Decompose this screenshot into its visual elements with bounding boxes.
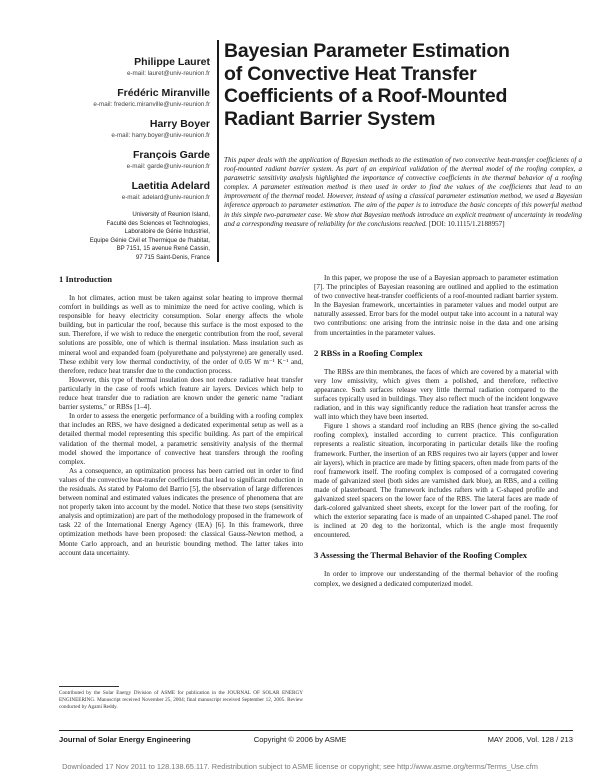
paper-title bbox=[224, 40, 584, 130]
paragraph: However, this type of thermal insulation does not reduce radiative heat transfer particularly in the case of roofs which feature air layers. Devices which help to reduce heat transfer due to radiation are known under the generic name "radiant barrier systems," or RBSs [1–4]. bbox=[59, 375, 303, 412]
paragraph: As a consequence, an optimization process has been carried out in order to find values of the convective heat-transfer coefficients that lead to significant reduction in the residuals. As stated by Palomo del Barrio [5], the observation of large differences between nominal and estimated values indicates the presence of phenomena that are not properly taken into account by the model. Notice that these two steps (sensitivity analysis and optimization) are part of the methodology proposed in the framework of task 22 of the International Energy Agency (IEA) [6]. In this framework, three optimization methods have been proposed: the classical Gauss-Newton method, a Monte Carlo approach, and an heuristic bounding method. The latter takes into account data uncertainty. bbox=[59, 466, 303, 557]
author-name: Laetitia Adelard bbox=[131, 180, 210, 192]
title-divider bbox=[217, 40, 219, 262]
journal-name: Journal of Solar Energy Engineering bbox=[59, 735, 191, 744]
affiliation-line: 97 715 Saint-Denis, France bbox=[135, 253, 210, 261]
section-heading: 2 RBSs in a Roofing Complex bbox=[314, 347, 423, 358]
author-entry bbox=[20, 118, 210, 140]
left-column bbox=[59, 274, 303, 558]
author-name: Harry Boyer bbox=[149, 118, 210, 130]
affiliation-line: University of Reunion Island, bbox=[132, 211, 210, 218]
doi[interactable]: [DOI: 10.1115/1.2188957] bbox=[428, 219, 505, 228]
abstract-text: This paper deals with the application of Bayesian methods to the estimation of two convective heat-transfer coefficients of a roof-mounted radiant barrier system. As part of an empirical validation of the thermal model of the roofing complex, a parametric sensitivity analysis highlighted the importance of convective coefficients in the thermal behavior of a roofing complex. A parameter estimation method is then used in order to find the values of the coefficients that lead to an improvement of the thermal model. However, instead of using a classical parameter estimation method, we used a Bayesian inference approach to parameter estimation. The aim of the paper is to introduce the basic concepts of this powerful method in this simple two-parameter case. We show that Bayesian methods introduce an explicit treatment of uncertainty in modeling and a corresponding measure of reliability for the conclusions reached. bbox=[224, 156, 582, 228]
paragraph: In this paper, we propose the use of a Bayesian approach to parameter estimation [7]. The principles of Bayesian reasoning are outlined and applied to the estimation of two convective heat-transfer coefficients of a roof-mounted radiant barrier system. In the Bayesian framework, uncertainties in parameter values and model output are naturally assessed. Error bars for the model output take into account in a natural way two contributions: one arising from the intrinsic noise in the data and one arising from uncertainties in the parameter values. bbox=[314, 274, 558, 337]
copyright: Copyright © 2006 by ASME bbox=[253, 735, 347, 744]
section-heading: 1 Introduction bbox=[59, 274, 113, 284]
author-email[interactable]: e-mail: garde@univ-reunion.fr bbox=[126, 163, 210, 170]
footnote: Contributed by the Solar Energy Division of ASME for publication in the JOURNAL OF SOLAR ENERGY ENGINEERING. Manuscript received November 25, 2004; final manuscript received September 12, 2005. Review conducted by Agami Reddy. bbox=[59, 690, 303, 710]
title-line: of Convective Heat Transfer bbox=[224, 62, 477, 85]
author-name: François Garde bbox=[132, 149, 210, 161]
author-email[interactable]: e-mail: lauret@univ-reunion.fr bbox=[126, 70, 210, 77]
right-column bbox=[314, 274, 558, 589]
title-line: Radiant Barrier System bbox=[224, 107, 436, 130]
author-email[interactable]: e-mail: adelard@univ-reunion.fr bbox=[121, 194, 210, 201]
section-heading: 3 Assessing the Thermal Behavior of the Roofing Complex bbox=[314, 550, 528, 561]
affiliation-line: Laboratoire de Génie Industriel, bbox=[124, 228, 210, 236]
paragraph: In order to assess the energetic performance of a building with a roofing complex that includes an RBS, we have designed a dedicated experimental setup as well as a detailed thermal model representing this specific building. As part of the empirical validation of the thermal model, a parametric sensitivity analysis of the thermal model showed the importance of convective heat transfers through the roofing complex. bbox=[59, 412, 303, 466]
title-line: Coefficients of a Roof-Mounted bbox=[224, 85, 508, 107]
author-name: Frédéric Miranville bbox=[117, 87, 210, 99]
abstract bbox=[224, 156, 582, 229]
affiliation-line: Faculté des Sciences et Technologies, bbox=[106, 219, 210, 227]
affiliation-line: Equipe Génie Civil et Thermique de l'habitat, bbox=[89, 236, 210, 244]
affiliation-line: BP 7151, 15 avenue René Cassin, bbox=[116, 245, 210, 253]
issue-info: MAY 2006, Vol. 128 / 213 bbox=[487, 735, 573, 744]
paragraph: The RBSs are thin membranes, the faces of which are covered by a material with very low emissivity, which gives them a polished, and therefore, reflective appearance. Such surfaces release very little thermal radiation compared to the surfaces typically used in buildings. They also reflect much of the incident longwave radiation, and in this way significantly reduce the radiation heat transfer across the wall into which they have been inserted. bbox=[314, 367, 558, 422]
author-name: Philippe Lauret bbox=[134, 56, 210, 68]
affiliation bbox=[20, 211, 210, 263]
author-entry bbox=[20, 56, 210, 78]
paragraph: Figure 1 shows a standard roof including an RBS (hence giving the so-called roofing complex), installed according to current practice. This configuration represents a realistic situation, incorporating in particular details like the roofing framework. Further, the insertion of an RBS requires two air layers (upper and lower air layers), which in practice are made by fitting spacers, often made from parts of the roof framework itself. The roofing complex is composed of a corrugated covering made of galvanized steel (both sides are varnished dark blue), an RBS, and a ceiling made of plasterboard. The framework includes rafters with a C-shaped profile and galvanized steel spacers on the lower face of the RBS. The lateral faces are made of dark-colored galvanized sheet sheets, except for the lower part of the roofing, for which the exterior separating face is made of an unpainted C-shaped panel. The roof is inclined at 20 deg to the horizontal, which is the angle most frequently encountered. bbox=[314, 422, 558, 540]
footer-divider bbox=[59, 730, 573, 731]
author-entry bbox=[20, 180, 210, 202]
download-notice: Downloaded 17 Nov 2011 to 128.138.65.117. Redistribution subject to ASME license or copyright; see http://www.asme.org/terms/Terms_Use.cfm bbox=[62, 762, 538, 771]
footnote-divider bbox=[59, 686, 119, 687]
author-entry bbox=[20, 87, 210, 109]
author-email[interactable]: e-mail: harry.boyer@univ-reunion.fr bbox=[111, 132, 210, 139]
paragraph: In hot climates, action must be taken against solar heating to improve thermal comfort in buildings as well as to minimize the need for active cooling, which is responsible for heavy electricity consumption. Solar energy affects the whole building, but in particular the roof, because this surface is the most exposed to the sun. Therefore, if we wish to reduce the energetic contribution from the roof, several solutions are possible, one of which is thermal insulation. Mass insulation such as mineral wool and expanded foam (polyurethane and polystyrene) are generally used. These exhibit very low thermal conductivity, of the order of 0.05 W m⁻¹ K⁻¹ and, therefore, reduce heat transfer due to the conduction process. bbox=[59, 294, 303, 375]
title-line: Bayesian Parameter Estimation bbox=[224, 40, 510, 62]
author-entry bbox=[20, 149, 210, 171]
author-email[interactable]: e-mail: frederic.miranville@univ-reunion.fr bbox=[93, 101, 210, 108]
paragraph: In order to improve our understanding of the thermal behavior of the roofing complex, we designed a dedicated computerized model. bbox=[314, 570, 558, 588]
author-list bbox=[20, 56, 210, 263]
